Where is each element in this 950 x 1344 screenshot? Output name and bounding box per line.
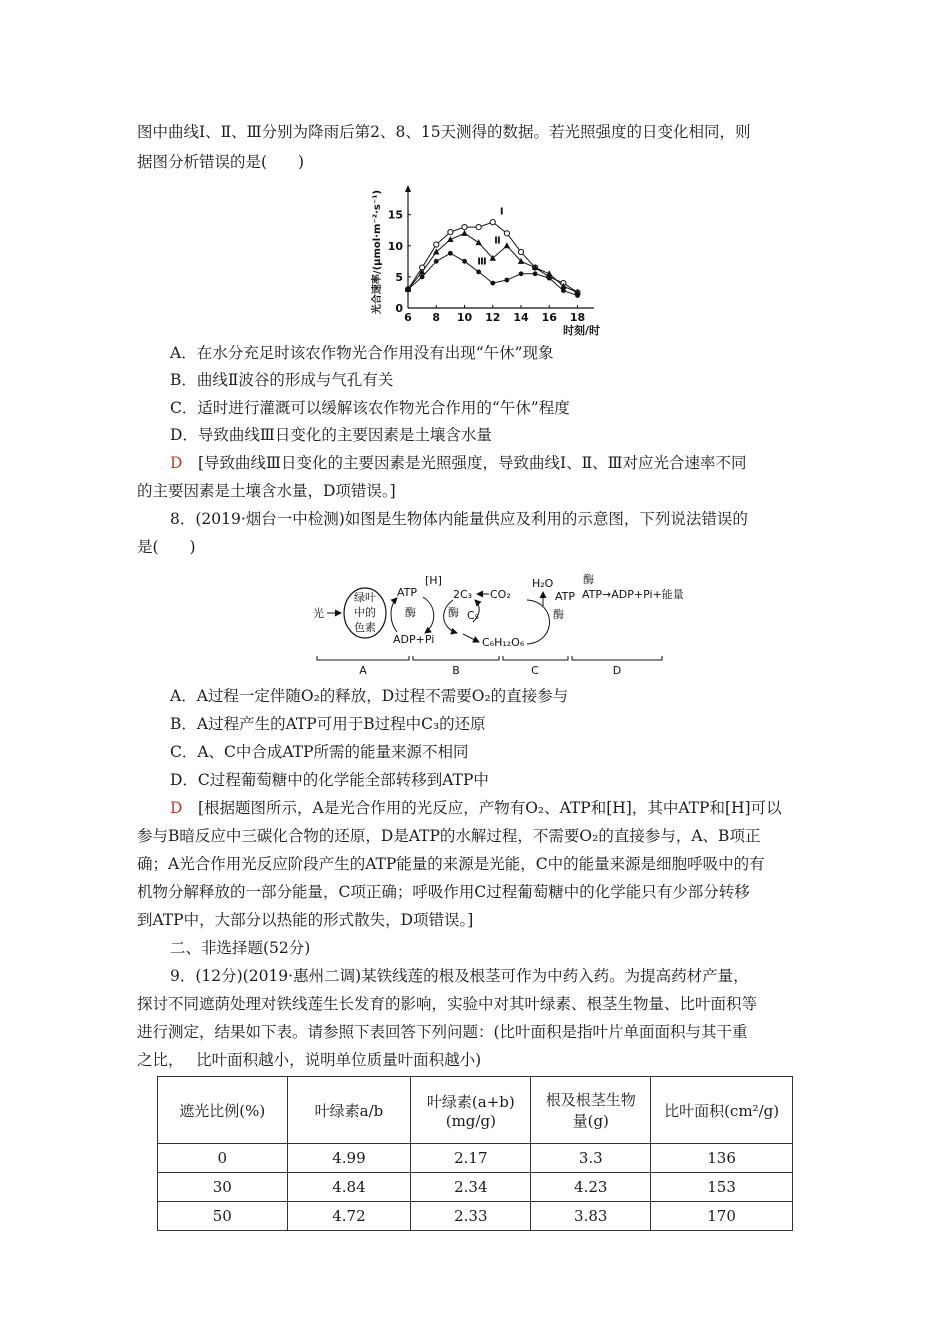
energy-supply-diagram	[305, 570, 684, 680]
x-tick-label: 8	[432, 311, 441, 324]
co2-label: CO₂	[490, 588, 511, 601]
table-cell: 4.72	[287, 1202, 411, 1231]
data-point-3	[420, 274, 425, 279]
q7-stem-line2: 据图分析错误的是( )	[137, 153, 305, 171]
data-point-3	[406, 287, 411, 292]
section-brackets	[317, 656, 662, 660]
q8-explanation-line2: 参与B暗反应中三碳化合物的还原，D是ATP的水解过程，不需要O₂的直接参与，A、B项正	[137, 827, 761, 845]
glucose-arrow	[463, 634, 479, 642]
table-cell: 170	[651, 1202, 793, 1231]
data-point-1	[490, 220, 495, 225]
data-point-1	[462, 225, 467, 230]
table-cell: 0	[158, 1144, 288, 1173]
header-chlorophyll-total-l2: (mg/g)	[445, 1111, 496, 1130]
q8-option-c: C．A、C中合成ATP所需的能量来源不相同	[170, 743, 469, 761]
x-tick-label: 18	[569, 311, 586, 324]
q7-explanation-text: [导致曲线Ⅲ日变化的主要因素是光照强度，导致曲线Ⅰ、Ⅱ、Ⅲ对应光合速率不同	[197, 454, 747, 472]
data-point-3	[490, 281, 495, 286]
data-point-1	[476, 225, 481, 230]
header-chlorophyll-total-l1: 叶绿素(a+b)	[426, 1092, 515, 1111]
x-tick-label: 16	[541, 311, 557, 324]
pigment-text-1: 绿叶	[354, 591, 376, 604]
enzyme-label-b: 酶	[448, 606, 459, 619]
data-point-1	[504, 231, 509, 236]
data-point-1	[434, 242, 439, 247]
x-tick-label: 14	[513, 311, 529, 324]
q8-explanation-line4: 机物分解释放的一部分能量，C项正确；呼吸作用C过程葡萄糖中的化学能只有少部分转移	[137, 883, 750, 901]
pigment-text-3: 色素	[354, 621, 376, 634]
enzyme-label-a: 酶	[405, 606, 416, 619]
q8-explanation-text: [根据题图所示，A是光合作用的光反应，产物有O₂、ATP和[H]，其中ATP和[H]可以	[197, 799, 782, 817]
y-axis-title: 光合速率/(μmol·m⁻²·s⁻¹)	[372, 189, 383, 315]
data-point-1	[518, 249, 523, 254]
table-cell: 50	[158, 1202, 288, 1231]
y-tick-label: 15	[387, 208, 403, 222]
q7-option-b: B．曲线Ⅱ波谷的形成与气孔有关	[170, 371, 394, 389]
respiration-arc	[527, 600, 550, 644]
series-label-1: Ⅰ	[499, 206, 504, 218]
data-point-2	[504, 242, 510, 248]
header-root-biomass-l1: 根及根茎生物	[545, 1091, 636, 1109]
q7-answer-letter: D	[170, 454, 183, 472]
q7-option-a: A．在水分充足时该农作物光合作用没有出现“午休”现象	[170, 344, 554, 362]
section-b-label: B	[452, 664, 460, 677]
atp-hydrolysis-label: ATP→ADP+Pi+能量	[582, 588, 684, 601]
data-point-3	[462, 259, 467, 264]
q8-stem-line1: 8．(2019·烟台一中检测)如图是生物体内能量供应及利用的示意图，下列说法错误的	[170, 510, 748, 528]
table-row	[158, 1202, 793, 1231]
h-label: [H]	[425, 574, 442, 587]
photosynthesis-rate-chart	[360, 182, 620, 337]
series-label-3: Ⅲ	[477, 256, 487, 268]
glucose-label: C₆H₁₂O₆	[482, 636, 525, 649]
table-cell: 2.33	[411, 1202, 531, 1231]
q7-explanation-line2: 的主要因素是土壤含水量，D项错误。]	[137, 482, 396, 500]
table-cell: 153	[651, 1173, 793, 1202]
adp-label: ADP+Pi	[393, 633, 435, 646]
section-heading: 二、非选择题(52分)	[170, 939, 311, 957]
header-root-biomass-l2: 量(g)	[572, 1112, 609, 1130]
table-cell: 2.34	[411, 1173, 531, 1202]
q9-line3: 进行测定，结果如下表。请参照下表回答下列问题：(比叶面积是指叶片单面面积与其干重	[137, 1023, 748, 1041]
y-tick-label: 0	[395, 302, 403, 315]
section-d-label: D	[612, 664, 622, 677]
q8-option-b: B．A过程产生的ATP可用于B过程中C₃的还原	[170, 715, 486, 733]
atp-label-a: ATP	[397, 586, 418, 599]
x-tick-label: 12	[485, 311, 501, 324]
h2o-label: H₂O	[532, 577, 554, 590]
header-shading-ratio: 遮光比例(%)	[158, 1077, 288, 1144]
q9-line1: 9．(12分)(2019·惠州二调)某铁线莲的根及根茎可作为中药入药。为提高药材产量，	[170, 967, 749, 985]
q8-explanation-line1	[170, 798, 782, 818]
table-cell: 30	[158, 1173, 288, 1202]
data-point-3	[561, 288, 566, 293]
data-point-2	[475, 239, 481, 245]
y-axis-arrow	[405, 185, 411, 192]
q7-stem-line1: 图中曲线Ⅰ、Ⅱ、Ⅲ分别为降雨后第2、8、15天测得的数据。若光照强度的日变化相同，则	[137, 123, 751, 141]
section-c-label: C	[531, 664, 539, 677]
q8-explanation-line3: 确；A光合作用光反应阶段产生的ATP能量的来源是光能，C中的能量来源是细胞呼吸中的有	[137, 855, 765, 873]
x-tick-label: 10	[456, 311, 473, 324]
table-cell: 4.23	[531, 1173, 651, 1202]
data-point-3	[504, 278, 509, 283]
atp-cycle-arrow-1	[423, 597, 434, 633]
table-row	[158, 1173, 793, 1202]
table-cell: 4.99	[287, 1144, 411, 1173]
table-cell: 2.17	[411, 1144, 531, 1173]
q8-option-d: D．C过程葡萄糖中的化学能全部转移到ATP中	[170, 771, 489, 789]
x-axis-title: 时刻/时	[562, 324, 600, 337]
data-point-3	[434, 259, 439, 264]
data-point-3	[533, 271, 538, 276]
data-point-3	[448, 251, 453, 256]
q7-option-c: C．适时进行灌溉可以缓解该农作物光合作用的“午休”程度	[170, 399, 570, 417]
section-a-label: A	[359, 664, 367, 677]
header-specific-leaf-area: 比叶面积(cm²/g)	[651, 1077, 793, 1144]
data-point-2	[461, 230, 467, 236]
header-chlorophyll-total	[411, 1077, 531, 1144]
series-label-2: Ⅱ	[494, 235, 501, 247]
table-cell: 4.84	[287, 1173, 411, 1202]
q9-line4: 之比， 比叶面积越小，说明单位质量叶面积越小)	[137, 1051, 482, 1069]
x-tick-label: 6	[404, 311, 412, 324]
q8-explanation-line5: 到ATP中，大部分以热能的形式散失，D项错误。]	[137, 911, 474, 929]
q8-answer-letter: D	[170, 799, 183, 817]
header-chlorophyll-ratio: 叶绿素a/b	[287, 1077, 411, 1144]
q7-option-d: D．导致曲线Ⅲ日变化的主要因素是土壤含水量	[170, 426, 492, 444]
table-header-row	[158, 1077, 793, 1144]
enzyme-label-c: 酶	[553, 608, 564, 621]
data-point-1	[448, 229, 453, 234]
y-tick-label: 5	[395, 270, 403, 284]
enzyme-label-d: 酶	[583, 573, 594, 586]
atp-label-c: ATP	[555, 590, 576, 603]
data-point-3	[575, 293, 580, 298]
c5-label: C₅	[467, 609, 480, 622]
q8-stem-line2: 是( )	[137, 538, 196, 556]
table-cell: 136	[651, 1144, 793, 1173]
shading-data-table	[157, 1076, 793, 1231]
pigment-text-2: 中的	[354, 606, 376, 619]
light-label: 光	[313, 607, 324, 620]
y-tick-label: 10	[387, 239, 403, 253]
c3-label: 2C₃	[453, 588, 473, 601]
q8-option-a: A．A过程一定伴随O₂的释放，D过程不需要O₂的直接参与	[170, 687, 569, 705]
table-cell: 3.3	[531, 1144, 651, 1173]
table-cell: 3.83	[531, 1202, 651, 1231]
header-root-biomass	[531, 1077, 651, 1144]
q7-explanation-line1	[170, 453, 747, 473]
atp-cycle-arrow-2	[391, 598, 397, 632]
data-point-3	[547, 276, 552, 281]
q9-line2: 探讨不同遮荫处理对铁线莲生长发育的影响，实验中对其叶绿素、根茎生物量、比叶面积等	[137, 995, 758, 1013]
table-row	[158, 1144, 793, 1173]
data-point-3	[519, 271, 524, 276]
data-point-3	[476, 270, 481, 275]
